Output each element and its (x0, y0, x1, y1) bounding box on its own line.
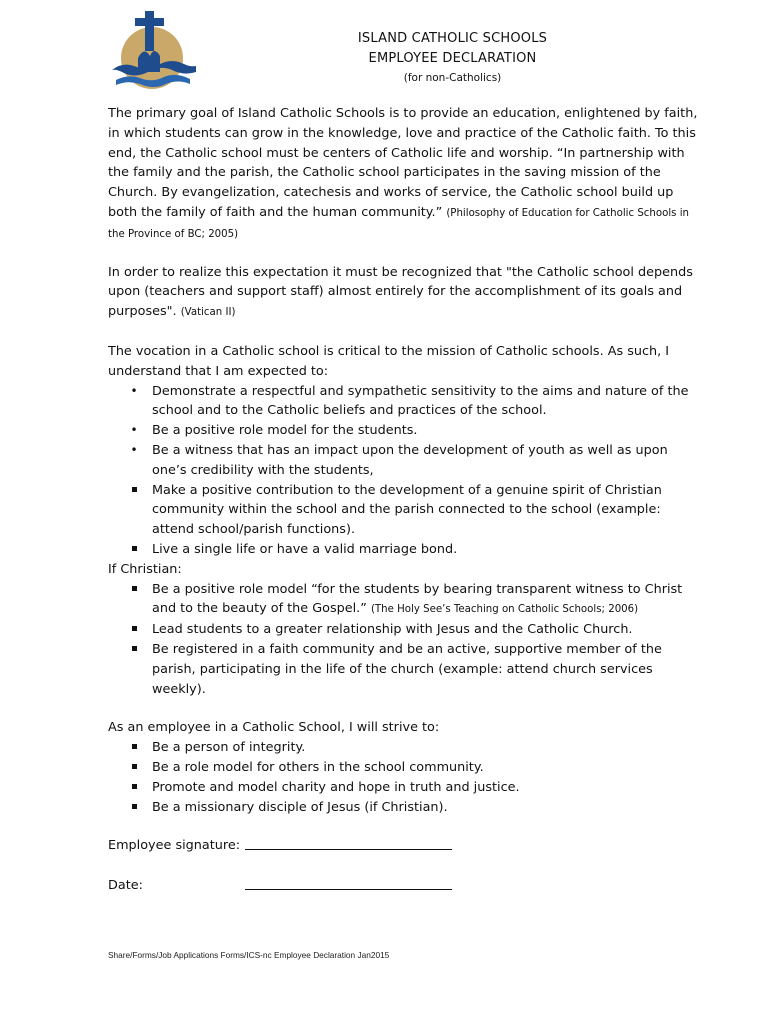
list-item: Lead students to a greater relationship with Jesus and the Catholic Church. (108, 620, 700, 640)
vocation-paragraph: The vocation in a Catholic school is critical to the mission of Catholic schools. As such, I understand that I am expected to: (108, 343, 670, 379)
square-bullet-icon (128, 640, 140, 660)
footer-path: Share/Forms/Job Applications Forms/ICS-nc Employee Declaration Jan2015 (108, 950, 390, 960)
list-item: Live a single life or have a valid marriage bond. (108, 540, 700, 560)
list-item: Be a positive role model “for the students by bearing transparent witness to Christ and to the beauty of the Gospel.” (The Holy See’s Teaching on Catholic Schools; 2006) (108, 580, 700, 621)
intro-paragraph (108, 104, 700, 245)
intro-citation: (Philosophy of Education for Catholic Schools in the Province of BC; 2005) (108, 207, 689, 240)
bullet-icon (128, 382, 140, 402)
vocation-list (108, 382, 700, 560)
square-bullet-icon (128, 481, 140, 501)
date-line[interactable] (245, 889, 452, 890)
square-bullet-icon (128, 778, 140, 798)
list-item: Make a positive contribution to the development of a genuine spirit of Christian community within the school and the parish connected to the school (example: attend school/parish functions). (108, 481, 700, 540)
list-item: • Be a positive role model for the students. (108, 421, 700, 441)
document-body (108, 104, 700, 896)
header-subtitle: (for non-Catholics) (403, 72, 502, 84)
christian-list (108, 580, 700, 700)
signature-row (108, 836, 700, 856)
header-title-line2: EMPLOYEE DECLARATION (368, 51, 537, 66)
square-bullet-icon (128, 540, 140, 560)
bullet-icon (128, 421, 140, 441)
square-bullet-icon (128, 580, 140, 600)
list-item: • Demonstrate a respectful and sympathetic sensitivity to the aims and nature of the school and to the Catholic beliefs and practices of the school. (108, 382, 700, 422)
expectation-citation: (Vatican II) (180, 307, 236, 319)
signature-label: Employee signature: (108, 838, 241, 854)
school-logo (108, 8, 202, 92)
list-item: Promote and model charity and hope in truth and justice. (108, 778, 700, 798)
bullet-icon (128, 441, 140, 461)
date-row (108, 876, 700, 896)
christian-citation: (The Holy See’s Teaching on Catholic Schools; 2006) (370, 604, 639, 616)
list-item: Be a missionary disciple of Jesus (if Christian). (108, 798, 700, 818)
signature-line[interactable] (245, 849, 452, 850)
list-item: Be registered in a faith community and be an active, supportive member of the parish, participating in the life of the church (example: attend church services weekly). (108, 640, 700, 699)
square-bullet-icon (128, 738, 140, 758)
date-label: Date: (108, 878, 143, 894)
document-header (300, 29, 605, 86)
square-bullet-icon (128, 620, 140, 640)
header-title-line1: ISLAND CATHOLIC SCHOOLS (357, 31, 548, 46)
list-item: Be a role model for others in the school community. (108, 758, 700, 778)
expectation-text: In order to realize this expectation it must be recognized that "the Catholic school depends upon (teachers and support staff) almost entirely for the accomplishment of its goals and purposes". (108, 264, 693, 320)
square-bullet-icon (128, 758, 140, 778)
logo-cross-horizontal (135, 18, 164, 26)
square-bullet-icon (128, 798, 140, 818)
list-item: Be a person of integrity. (108, 738, 700, 758)
logo-cross-vertical (145, 11, 154, 51)
christian-label: If Christian: (108, 561, 182, 577)
strive-paragraph: As an employee in a Catholic School, I will strive to: (108, 720, 440, 736)
list-item: • Be a witness that has an impact upon the development of youth as well as upon one’s credibility with the students, (108, 441, 700, 481)
strive-list (108, 738, 700, 817)
expectation-paragraph (108, 263, 700, 323)
intro-text: The primary goal of Island Catholic Schools is to provide an education, enlightened by faith, in which students can grow in the knowledge, love and practice of the Catholic faith. To this end, the Catholic school must be centers of Catholic life and worship. “In partnership with the family and the parish, the Catholic school participates in the saving mission of the Church. By evangelization, catechesis and works of service, the Catholic school build up both the family of faith and the human community.” (108, 106, 698, 220)
